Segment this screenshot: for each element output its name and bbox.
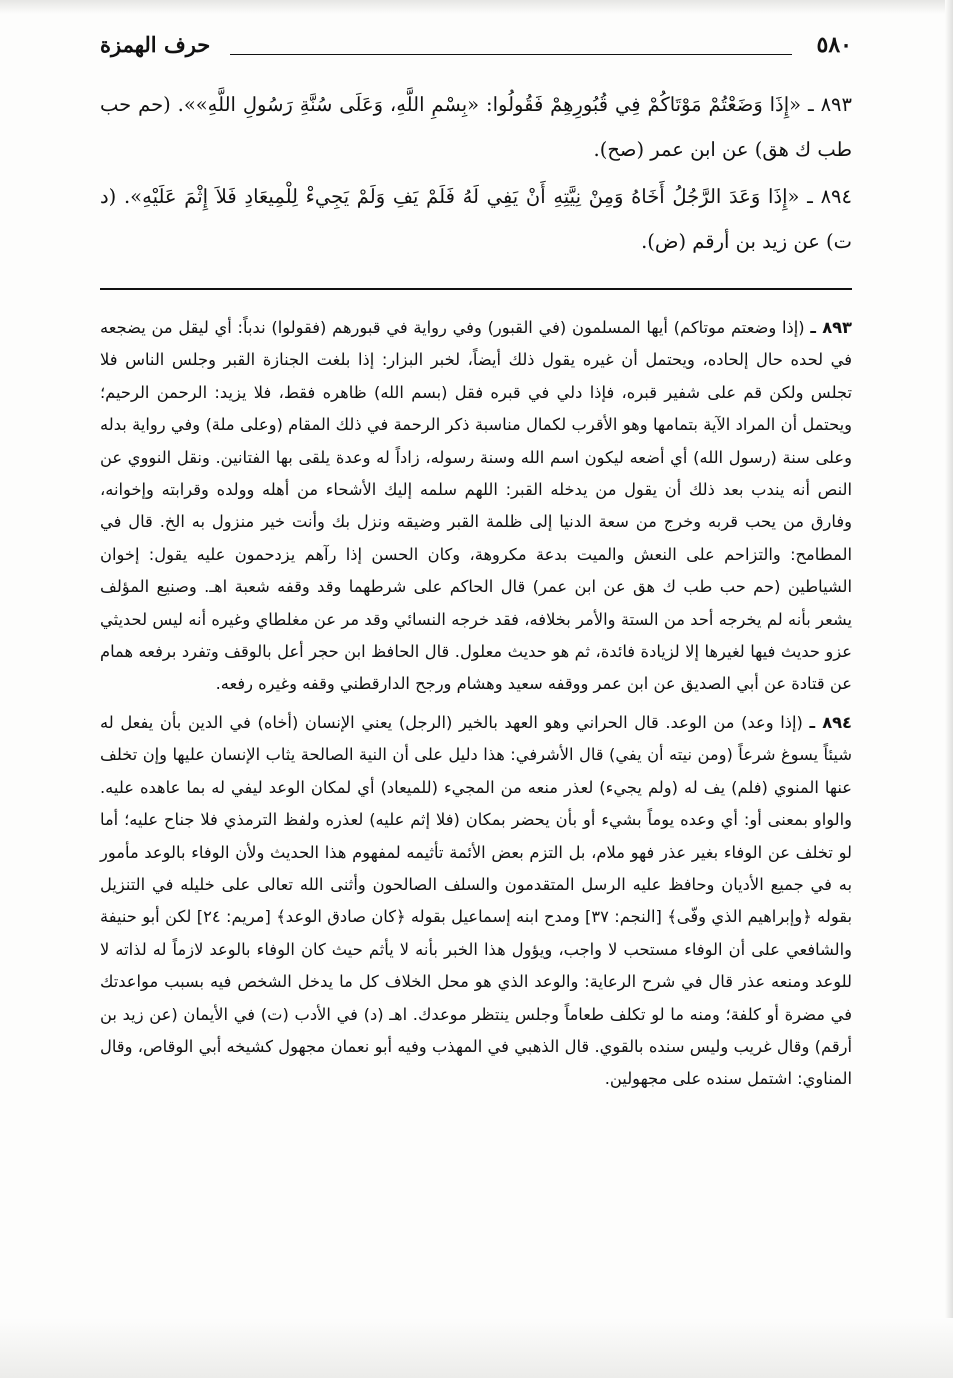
- commentary-number: ٨٩٣ ـ: [810, 318, 852, 337]
- hadith-text-block: [100, 82, 852, 264]
- commentary-number: ٨٩٤ ـ: [809, 712, 852, 732]
- section-divider: [100, 288, 852, 290]
- hadith-893: ٨٩٣ ـ «إِذَا وَضَعْتُمْ مَوْتَاكُمْ فِي قُبُورِهِمْ فَقُولُوا: «بِسْمِ اللَّهِ، وَعَلَى سُنَّةِ رَسُولِ اللَّهِ»». (حم حب طب ك هق) عن ابن عمر (صح).: [100, 93, 852, 161]
- header-rule: [230, 54, 792, 55]
- page-number: ٥٨٠: [816, 32, 852, 58]
- scan-edge-bottom: [0, 1318, 953, 1378]
- scan-edge-top: [0, 0, 953, 14]
- scan-edge-right: [945, 0, 953, 1378]
- commentary-block: [100, 312, 852, 1096]
- commentary-text: (إذا وضعتم موتاكم) أيها المسلمون (في القبور) وفي رواية في قبورهم (فقولوا) ندباً: أي ليقل من يضجعه في لحده حال إلحاده، ويحتمل أن غيره يقول ذلك أيضاً، لخبر البزار: إذا بلغت الجنازة القبر وجلس الناس فلا تجلس ولكن قم على شفير قبره، فإذا دلي في قبره فقل (بسم الله) ظاهره فقط، فلا يزيد: الرحمن الرحيم؛ ويحتمل أن المراد الآية بتمامها وهو الأقرب لكمال مناسبة ذكر الرحمة في ذلك المقام (وعلى ملة) وفي رواية بدله وعلى سنة (رسول الله) أي أضعه لیکون اسم الله وسنة رسوله، زاداً له وعدة يلقى بها الفتانين. ونقل النووي عن النص أنه يندب بعد ذلك أن يقول من يدخله القبر: اللهم سلمه إليك الأشحاء من أهله وولده وقرابته وإخوانه، وفارق من يحب قربه وخرج من سعة الدنيا إلى ظلمة القبر وضيقه ونزل بك وأنت خير منزول به الخ. قال في المطامح: والتزاحم على النعش والميت بدعة مكروهة، وكان الحسن إذا رآهم يزدحمون عليه يقول: إخوان الشياطين (حم حب طب ك هق عن ابن عمر) قال الحاكم على شرطهما وقد وقفه شعبة اهـ. وصنيع المؤلف يشعر بأنه لم يخرجه أحد من الستة والأمر بخلافه، فقد خرجه النسائي وقد مر عن مغلطاي وغيره أنه ليس لحديثي عزو حديث فيها لغيرها إلا لزيادة فائدة، ثم هو حديث معلول. قال الحافظ ابن حجر أعل بالوقف وتفرد برفعه همام عن قتادة عن أبي الصديق عن ابن عمر ووقفه سعيد وهشام ورجح الدارقطني وقفه وغيره رفعه.: [100, 318, 852, 694]
- commentary-text: (إذا وعد) من الوعد. قال الحراني وهو العهد بالخير (الرجل) يعني الإنسان (أخاه) في الدين بأن يفعل له شيئاً يسوغ شرعاً (ومن نيته أن يفي) قال الأشرفي: هذا دليل على أن النية الصالحة يثاب الإنسان عليها وإن تخلف عنها المنوي (فلم) يف له (ولم يجيء) لعذر منعه من المجيء (للميعاد) أي لمكان الوعد ليفي له بما عاهده عليه. والواو بمعنى أو: أي وعده يوماً بشيء أو بأن يحضر بمكان (فلا إثم عليه) لعذره ولفظ الترمذي فلا جناح عليه؛ أما لو تخلف عن الوفاء بغير عذر فهو ملام، بل التزم بعض الأئمة تأثيمه لمفهوم هذا الحديث ولأن الوفاء بالوعد مأمور به في جميع الأديان وحافظ عليه الرسل المتقدمون والسلف الصالحون وأثنى الله تعالى على خليله في التنزيل بقوله ﴿وإبراهيم الذي وفّى﴾ [النجم: ٣٧] ومدح ابنه إسماعيل بقوله ﴿كان صادق الوعد﴾ [مريم: ٢٤] لكن أبو حنيفة والشافعي على أن الوفاء مستحب لا واجب، ويؤول هذا الخبر بأنه لا يأثم حيث كان الوفاء بالوعد لازماً له لذاته لا للوعد ومنعه عذر قال في شرح الرعاية: والوعد الذي هو محل الخلاف كل ما يدخل الشخص فيه بسبب مواعدتك في مضرة أو كلفة؛ ومنه ما لو تكلف طعاماً وجلس ينتظر موعدك. اهـ (د) في الأدب (ت) في الأيمان (عن زيد بن أرقم) وقال غريب وليس سنده بالقوي. قال الذهبي في المهذب وفيه أبو نعمان مجهول كشيخه أبي الوقاص، وقال المناوي: اشتمل سنده على مجهولين.: [100, 712, 852, 1089]
- running-header: [100, 30, 852, 64]
- hadith-894: ٨٩٤ ـ «إِذَا وَعَدَ الرَّجُلُ أَخَاهُ وَمِنْ نِيَّتِهِ أَنْ يَفِي لَهُ فَلَمْ يَفِ وَلَمْ يَجِيءْ لِلْمِيعَادِ فَلاَ إِثْمَ عَلَيْهِ». (د ت) عن زيد بن أرقم (ض).: [100, 185, 852, 253]
- chapter-title: حرف الهمزة: [100, 32, 211, 57]
- commentary-894: [100, 707, 852, 1096]
- commentary-893: [100, 312, 852, 701]
